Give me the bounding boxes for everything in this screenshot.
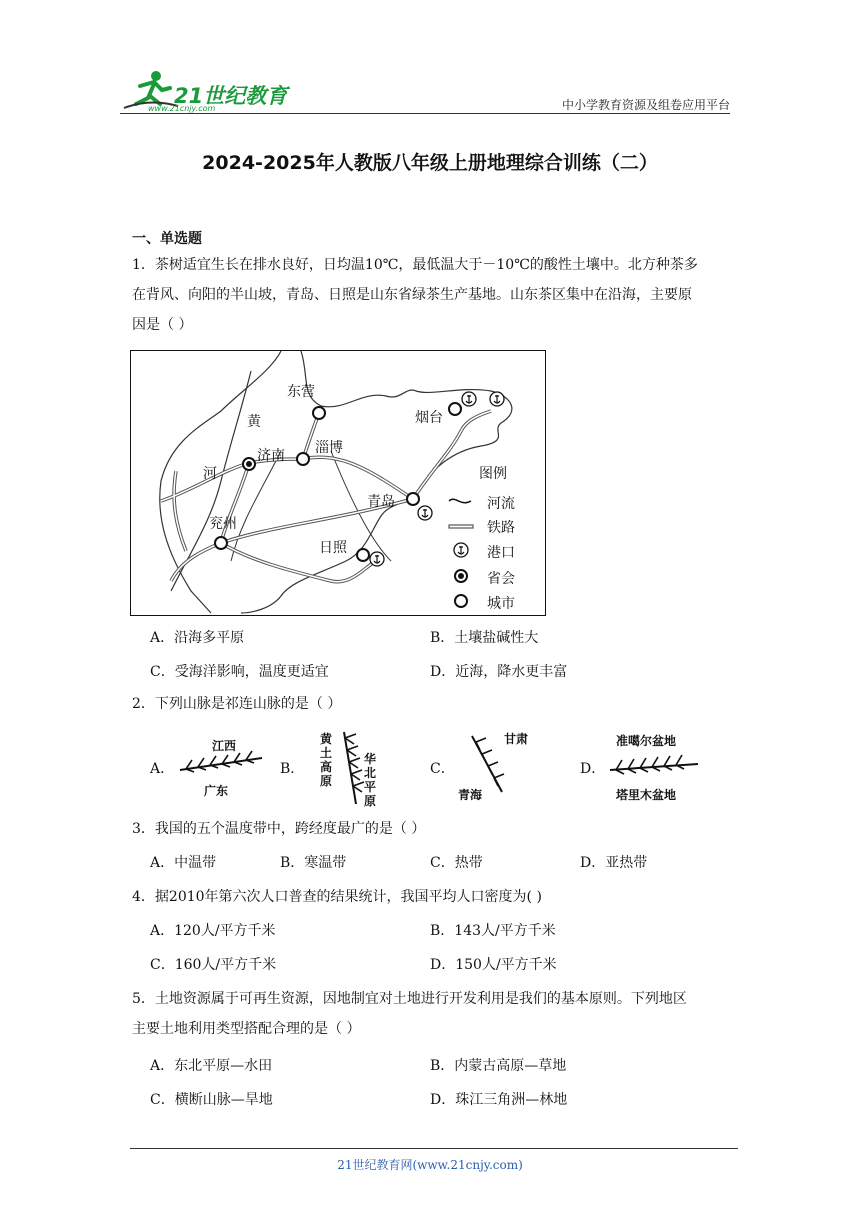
logo-text: 21世纪教育 bbox=[174, 84, 288, 108]
question-1 bbox=[132, 250, 732, 340]
question-line: 2．下列山脉是祁连山脉的是（ ） bbox=[132, 696, 342, 712]
city-label: 青岛 bbox=[367, 494, 395, 510]
option-b: B． bbox=[280, 761, 305, 777]
site-logo bbox=[120, 68, 290, 112]
region-label: 广东 bbox=[204, 784, 229, 798]
question-3 bbox=[132, 814, 732, 844]
shandong-map bbox=[130, 350, 546, 616]
option-b: B．寒温带 bbox=[280, 855, 347, 871]
question-line: 因是（ ） bbox=[132, 317, 193, 333]
city-label: 日照 bbox=[319, 540, 347, 556]
option-d: D．亚热带 bbox=[580, 855, 648, 871]
city-marker bbox=[215, 537, 227, 549]
legend-item: 城市 bbox=[487, 596, 515, 612]
platform-slogan: 中小学教育资源及组卷应用平台 bbox=[561, 98, 730, 112]
question-line: 在背风、向阳的半山坡，青岛、日照是山东省绿茶生产基地。山东茶区集中在沿海，主要原 bbox=[132, 287, 692, 303]
section-heading: 一、单选题 bbox=[132, 231, 202, 247]
option-c: C． bbox=[430, 761, 455, 777]
region-label: 准噶尔盆地 bbox=[616, 734, 677, 748]
option-a: A． bbox=[150, 761, 175, 777]
region-label: 华北平原 bbox=[364, 752, 377, 808]
option-a: A．中温带 bbox=[150, 855, 217, 871]
question-line: 4．据2010年第六次人口普查的结果统计，我国平均人口密度为( ) bbox=[132, 889, 542, 905]
option-b: B．土壤盐碱性大 bbox=[430, 630, 539, 646]
city-marker bbox=[407, 493, 419, 505]
question-4 bbox=[132, 882, 732, 912]
city-marker bbox=[313, 407, 325, 419]
option-a: A．沿海多平原 bbox=[150, 630, 245, 646]
river-label: 黄 bbox=[247, 414, 261, 430]
legend-title: 图例 bbox=[479, 466, 507, 482]
city-label: 济南 bbox=[257, 448, 285, 464]
option-b: B．内蒙古高原—草地 bbox=[430, 1058, 567, 1074]
region-label: 塔里木盆地 bbox=[616, 788, 677, 802]
header-divider bbox=[120, 113, 730, 114]
option-a: A．东北平原—水田 bbox=[150, 1058, 273, 1074]
city-marker bbox=[297, 453, 309, 465]
question-2 bbox=[132, 689, 732, 719]
city-label: 兖州 bbox=[209, 516, 237, 532]
option-a: A．120人/平方千米 bbox=[150, 923, 276, 939]
region-label: 江西 bbox=[212, 739, 237, 753]
city-label: 淄博 bbox=[315, 440, 343, 456]
city-label: 烟台 bbox=[415, 410, 443, 426]
option-c: C．160人/平方千米 bbox=[150, 957, 277, 973]
legend-item: 省会 bbox=[487, 571, 515, 587]
option-b: B．143人/平方千米 bbox=[430, 923, 556, 939]
question-line: 5．土地资源属于可再生资源，因地制宜对土地进行开发利用是我们的基本原则。下列地区 bbox=[132, 991, 687, 1007]
question-5 bbox=[132, 984, 732, 1044]
city-marker bbox=[357, 549, 369, 561]
option-d: D．近海，降水更丰富 bbox=[430, 664, 568, 680]
option-c: C．受海洋影响，温度更适宜 bbox=[150, 664, 329, 680]
footer-divider bbox=[130, 1148, 738, 1149]
option-c: C．热带 bbox=[430, 855, 483, 871]
river-label: 河 bbox=[203, 466, 217, 482]
legend-item: 港口 bbox=[487, 545, 515, 561]
city-label: 东营 bbox=[287, 384, 315, 400]
logo-url: www.21cnjy.com bbox=[148, 104, 216, 113]
option-d: D．150人/平方千米 bbox=[430, 957, 557, 973]
option-d: D． bbox=[580, 761, 606, 777]
question-line: 1．茶树适宜生长在排水良好，日均温10℃，最低温大于－10℃的酸性土壤中。北方种茶多 bbox=[132, 257, 698, 273]
option-d: D．珠江三角洲—林地 bbox=[430, 1092, 568, 1108]
footer-link[interactable]: 21世纪教育网(www.21cnjy.com) bbox=[337, 1158, 523, 1172]
region-label: 青海 bbox=[458, 788, 483, 802]
region-label: 甘肃 bbox=[504, 732, 529, 746]
question-line: 3．我国的五个温度带中，跨经度最广的是（ ） bbox=[132, 821, 426, 837]
mountain-range-d-icon bbox=[606, 752, 702, 778]
legend-item: 铁路 bbox=[487, 520, 515, 536]
question-line: 主要土地利用类型搭配合理的是（ ） bbox=[132, 1021, 361, 1037]
legend-item: 河流 bbox=[487, 496, 515, 512]
region-label: 黄土高原 bbox=[320, 732, 333, 788]
page-header bbox=[120, 60, 730, 116]
city-marker bbox=[449, 403, 461, 415]
document-title: 2024-2025年人教版八年级上册地理综合训练（二） bbox=[202, 152, 658, 174]
option-c: C．横断山脉—旱地 bbox=[150, 1092, 273, 1108]
